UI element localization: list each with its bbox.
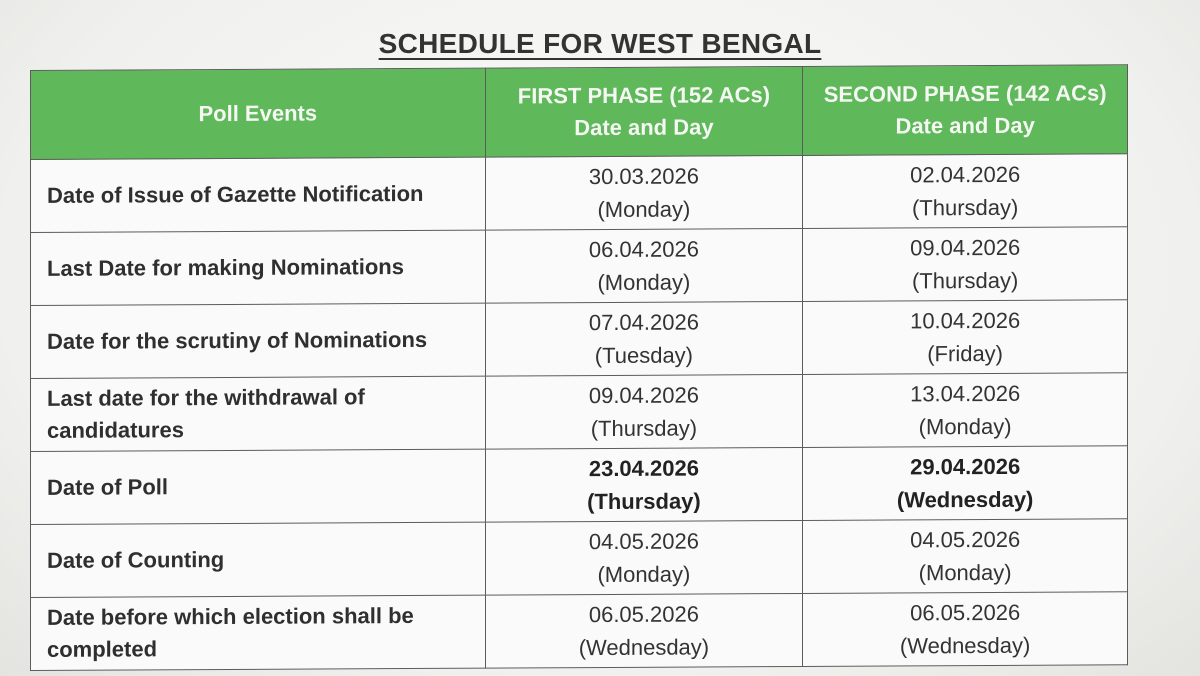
second-phase-date: 29.04.2026 [910,453,1021,480]
table-header [31,65,1128,160]
first-phase-date: 06.04.2026 [588,236,699,263]
second-phase-cell [803,154,1128,229]
header-second-phase [803,65,1128,156]
first-phase-cell [485,520,803,595]
second-phase-day: (Wednesday) [899,632,1031,659]
event-date-of-counting: Date of Counting [31,522,486,597]
second-phase-date: 13.04.2026 [910,380,1021,407]
second-phase-date: 10.04.2026 [910,307,1021,334]
table-row [31,154,1128,233]
second-phase-date: 02.04.2026 [910,161,1021,188]
second-phase-day: (Monday) [918,559,1012,586]
second-phase-date: 04.05.2026 [910,526,1021,553]
event-label-line1: Date before which election shall be [47,602,414,630]
header-second-phase-title: SECOND PHASE (142 ACs) [823,80,1107,107]
first-phase-date: 06.05.2026 [588,601,699,628]
table-body [31,154,1128,671]
second-phase-cell [803,373,1128,448]
page-title-text: SCHEDULE FOR WEST BENGAL [378,28,822,59]
event-label-line2: candidatures [47,417,184,443]
table-row [31,519,1128,598]
second-phase-day: (Thursday) [911,267,1019,294]
page-title [0,28,1200,60]
first-phase-cell [485,228,803,303]
first-phase-cell [485,155,803,230]
table-row [31,592,1128,671]
event-scrutiny-nominations: Date for the scrutiny of Nominations [31,303,486,378]
second-phase-day: (Monday) [918,413,1012,440]
first-phase-date: 09.04.2026 [588,382,699,409]
first-phase-date: 30.03.2026 [588,163,699,190]
event-date-of-poll: Date of Poll [31,449,486,524]
event-label-line1: Last date for the withdrawal of [47,384,365,411]
header-poll-events-label: Poll Events [198,100,318,127]
schedule-table [30,64,1128,671]
first-phase-day: (Thursday) [587,488,701,515]
second-phase-day: (Wednesday) [896,486,1034,513]
header-first-phase-title: FIRST PHASE (152 ACs) [517,82,771,109]
second-phase-day: (Thursday) [911,194,1019,221]
header-first-phase-subtitle: Date and Day [574,114,714,141]
table-row [31,300,1128,379]
first-phase-day: (Monday) [597,269,691,296]
second-phase-cell [803,592,1128,667]
first-phase-cell [485,593,803,668]
second-phase-cell [803,519,1128,594]
first-phase-day: (Tuesday) [594,342,694,369]
first-phase-cell [485,374,803,449]
event-last-date-nominations: Last Date for making Nominations [31,230,486,305]
first-phase-day: (Thursday) [590,415,698,442]
event-label-line2: completed [47,636,158,662]
first-phase-date: 04.05.2026 [588,528,699,555]
header-second-phase-subtitle: Date and Day [895,112,1035,139]
event-gazette-notification: Date of Issue of Gazette Notification [31,157,486,232]
first-phase-cell [485,447,803,522]
first-phase-day: (Wednesday) [578,634,710,661]
first-phase-date: 07.04.2026 [588,309,699,336]
first-phase-cell [485,301,803,376]
second-phase-date: 06.05.2026 [910,599,1021,626]
header-poll-events [31,68,486,159]
header-first-phase [485,66,803,157]
table-row [31,227,1128,306]
first-phase-date: 23.04.2026 [588,455,699,482]
first-phase-day: (Monday) [597,196,691,223]
second-phase-cell [803,300,1128,375]
second-phase-day: (Friday) [927,340,1004,367]
table-row [31,446,1128,525]
header-row [31,65,1128,160]
event-withdrawal-candidatures [31,376,486,451]
event-election-completed [31,595,486,670]
first-phase-day: (Monday) [597,561,691,588]
second-phase-cell [803,227,1128,302]
second-phase-cell [803,446,1128,521]
table-row [31,373,1128,452]
second-phase-date: 09.04.2026 [910,234,1021,261]
